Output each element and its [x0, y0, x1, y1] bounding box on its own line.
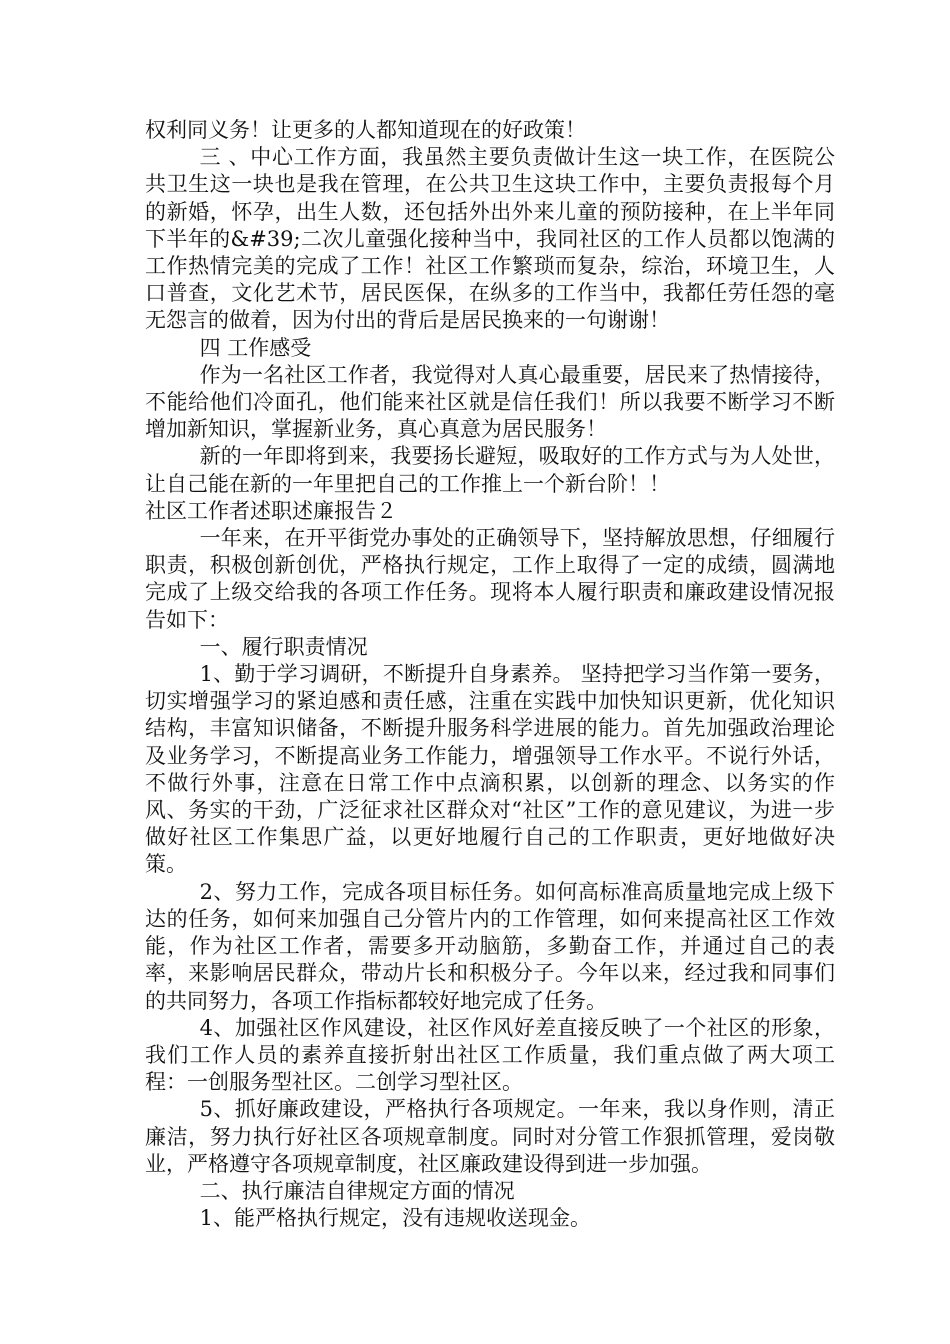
paragraph-item-1: 1、勤于学习调研，不断提升自身素养。 坚持把学习当作第一要务，切实增强学习的紧迫感和责任感，注重在实践中加快知识更新，优化知识结构，丰富知识储备，不断提升服务科学进展的能力。首先加强政治理论及业务学习，不断提高业务工作能力，增强领导工作水平。不说行外话，不做行外事，注意在日常工作中点滴积累，以创新的理念、以务实的作风、务实的干劲，广泛征求社区群众对“社区”工作的意见建议，为进一步做好社区工作集思广益，以更好地履行自己的工作职责，更好地做好决策。 — [145, 662, 835, 877]
section-heading-duties: 一、履行职责情况 — [199, 634, 368, 659]
section-heading-self-discipline: 二、执行廉洁自律规定方面的情况 — [199, 1178, 515, 1203]
paragraph-central-work: 三 、中心工作方面，我虽然主要负责做计生这一块工作，在医院公共卫生这一块也是我在管理，在公共卫生这块工作中，主要负责报每个月的新婚，怀孕，出生人数，还包括外出外来儿童的预防接种，在上半年同下半年的&#39;二次儿童强化接种当中，我同社区的工作人员都以饱满的工作热情完美的完成了工作！社区工作繁琐而复杂，综治，环境卫生，人口普查，文化艺术节，居民医保，在纵多的工作当中，我都任劳任怨的毫无怨言的做着，因为付出的背后是居民换来的一句谢谢！ — [145, 145, 835, 333]
paragraph-item-4: 4、加强社区作风建设，社区作风好差直接反映了一个社区的形象，我们工作人员的素养直接折射出社区工作质量，我们重点做了两大项工程：一创服务型社区。二创学习型社区。 — [145, 1015, 835, 1095]
document-body — [145, 117, 835, 1232]
paragraph-continuation: 权利同义务！让更多的人都知道现在的好政策！ — [145, 118, 586, 142]
paragraph-work-feelings: 作为一名社区工作者，我觉得对人真心最重要，居民来了热情接待，不能给他们冷面孔，他们能来社区就是信任我们！所以我要不断学习不断增加新知识，掌握新业务，真心真意为居民服务！ — [145, 362, 835, 442]
paragraph-self-discipline-1: 1、能严格执行规定，没有违规收送现金。 — [199, 1206, 591, 1231]
section-heading-work-feelings: 四 工作感受 — [199, 335, 312, 360]
paragraph-new-year: 新的一年即将到来，我要扬长避短，吸取好的工作方式与为人处世，让自己能在新的一年里把自己的工作推上一个新台阶！！ — [145, 444, 835, 496]
paragraph-item-5: 5、抓好廉政建设，严格执行各项规定。一年来，我以身作则，清正廉洁，努力执行好社区各项规章制度。同时对分管工作狠抓管理，爱岗敬业，严格遵守各项规章制度，社区廉政建设得到进一步加强。 — [145, 1097, 835, 1176]
paragraph-item-2: 2、努力工作，完成各项目标任务。如何高标准高质量地完成上级下达的任务，如何来加强自己分管片内的工作管理，如何来提高社区工作效能，作为社区工作者，需要多开动脑筋，多勤奋工作，并通过自己的表率，来影响居民群众，带动片长和积极分子。今年以来，经过我和同事们的共同努力，各项工作指标都较好地完成了任务。 — [145, 879, 835, 1013]
report-title: 社区工作者述职述廉报告２ — [145, 498, 397, 523]
paragraph-intro: 一年来，在开平街党办事处的正确领导下，坚持解放思想，仔细履行职责，积极创新创优，严格执行规定，工作上取得了一定的成绩，圆满地完成了上级交给我的各项工作任务。现将本人履行职责和廉政建设情况报告如下： — [145, 526, 835, 632]
